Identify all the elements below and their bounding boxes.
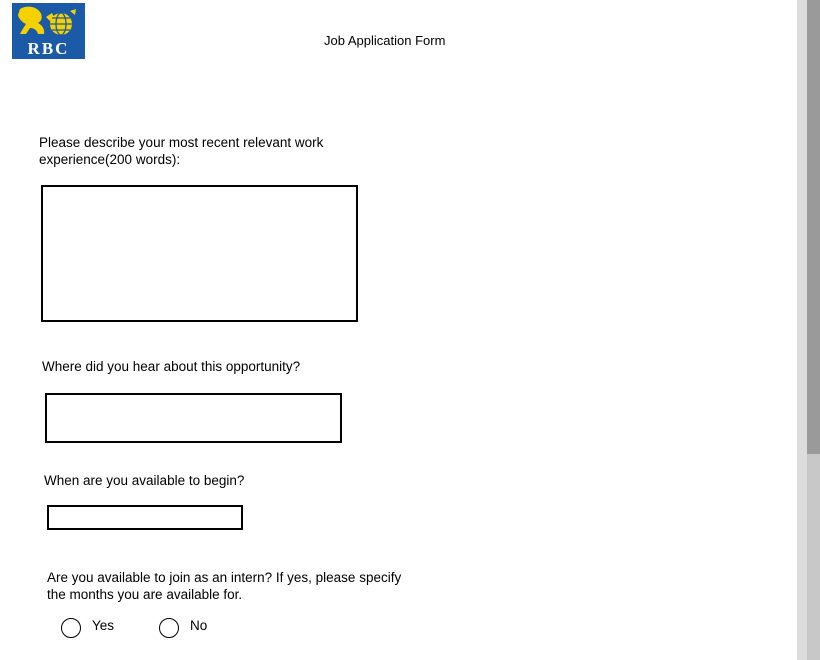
page-title: Job Application Form: [324, 33, 446, 48]
internship-yes-option[interactable]: [61, 618, 114, 638]
rbc-logo: [12, 3, 85, 59]
work-experience-label: Please describe your most recent relevant work experience(200 words):: [39, 135, 324, 167]
referral-source-field[interactable]: [45, 393, 342, 443]
yes-radio-button[interactable]: [61, 618, 81, 638]
work-experience-field[interactable]: [41, 185, 358, 322]
scrollbar-thumb[interactable]: [807, 0, 820, 454]
yes-radio-label: Yes: [92, 617, 115, 633]
start-date-label: When are you available to begin?: [44, 473, 245, 488]
internship-no-option[interactable]: [159, 618, 207, 638]
start-date-field[interactable]: [47, 505, 243, 530]
referral-source-label: Where did you hear about this opportunity?: [42, 359, 301, 374]
vertical-scrollbar[interactable]: [797, 0, 820, 660]
no-radio-label: No: [190, 617, 208, 633]
logo-text: RBC: [27, 39, 70, 58]
internship-question-label: Are you available to join as an intern? If yes, please specify the months you are available for.: [47, 570, 402, 602]
no-radio-button[interactable]: [159, 618, 179, 638]
